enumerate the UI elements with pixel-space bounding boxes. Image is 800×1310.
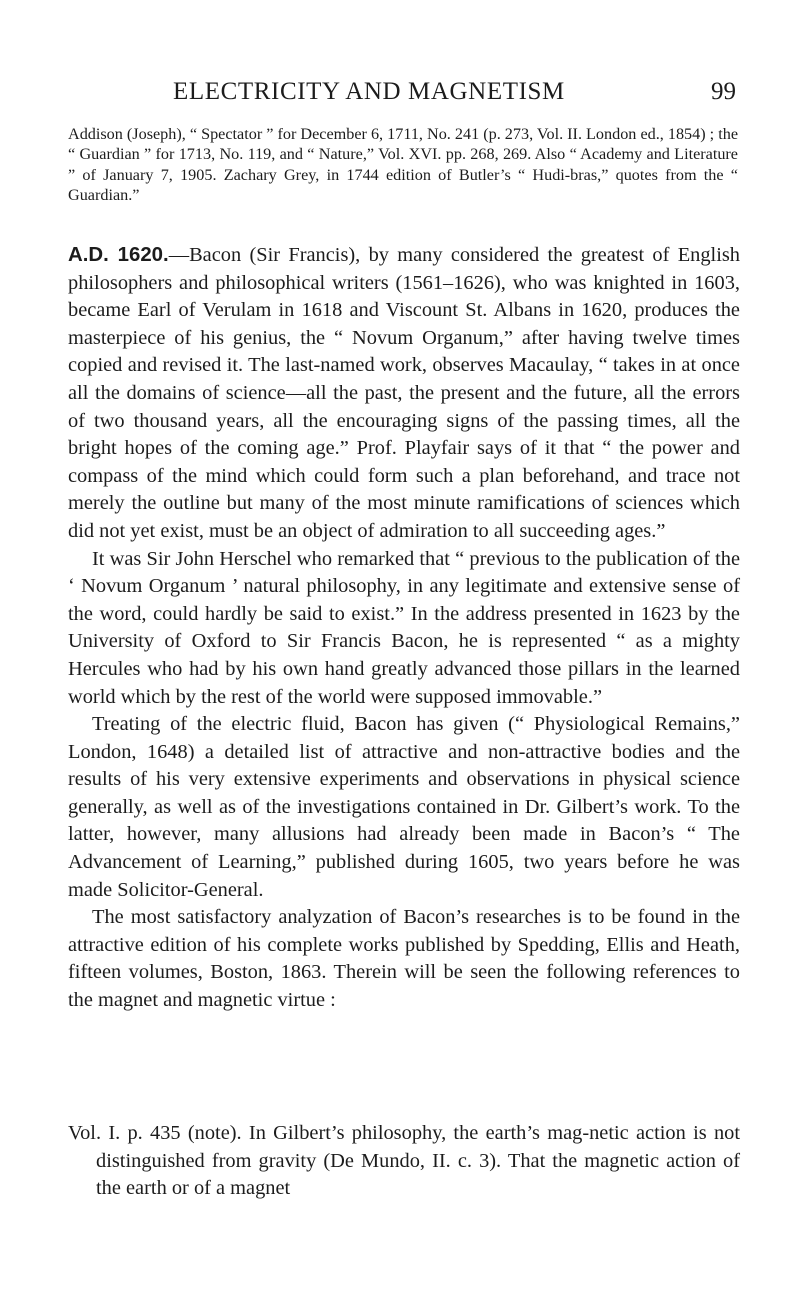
entry-paragraph-1-text: —Bacon (Sir Francis), by many considered the greatest of English philosophers and philosophical writers (1561–1626), who was knighted in 1603, became Earl of Verulam in 1618 and Viscount St. Albans in 1620, produces the masterpiece of his genius, the “ Novum Organum,” after having twelve times copied and revised it. The last-named work, observes Macaulay, “ takes in at once all the domains of science—all the past, the present and the future, all the errors of two thousand years, all the encouraging signs of the passing times, all the bright hopes of the coming age.” Prof. Playfair says of it that “ the power and compass of the mind which could form such a plan beforehand, and trace not merely the outline but many of the most minute ramifications of sciences which did not yet exist, must be an object of admiration to all succeeding ages.” xyxy=(68,244,740,542)
page-number: 99 xyxy=(711,78,736,105)
entry-paragraph-4: The most satisfactory analyzation of Bacon’s researches is to be found in the attractive edition of his complete works published by Spedding, Ellis and Heath, fifteen volumes, Boston, 1863. Therein will be seen the following references to the magnet and magnetic virtue : xyxy=(68,906,740,1012)
entry-paragraph-3: Treating of the electric fluid, Bacon has given (“ Physiological Remains,” London, 1648) a detailed list of attractive and non-attractive bodies and the results of his very extensive experiments and observations in physical science generally, as well as of the investigations contained in Dr. Gilbert’s work. To the latter, however, many allusions had already been made in Bacon’s “ The Advancement of Learning,” published during 1605, two years before he was made Solicitor-General. xyxy=(68,713,740,901)
entry-paragraph-1 xyxy=(68,242,740,546)
running-header xyxy=(0,78,800,118)
running-title: ELECTRICITY AND MAGNETISM xyxy=(173,78,565,105)
volume-reference: Vol. I. p. 435 (note). In Gilbert’s philosophy, the earth’s mag-netic action is not distinguished from gravity (De Mundo, II. c. 3). That the magnetic action of the earth or of a magnet xyxy=(68,1122,740,1200)
footnote-text: Addison (Joseph), “ Spectator ” for December 6, 1711, No. 241 (p. 273, Vol. II. London ed., 1854) ; the “ Guardian ” for 1713, No. 119, and “ Nature,” Vol. XVI. pp. 268, 269. Also “ Academy and Literature ” of January 7, 1905. Zachary Grey, in 1744 edition of Butler’s “ Hudi-bras,” quotes from the “ Guardian.” xyxy=(68,125,739,205)
entry-date: A.D. 1620. xyxy=(68,244,169,266)
main-text xyxy=(68,242,740,1015)
entry-paragraph-2: It was Sir John Herschel who remarked that “ previous to the publication of the ‘ Novum Organum ’ natural philosophy, in any legitimate and extensive sense of the word, could hardly be said to exist.” In the address presented in 1623 by the University of Oxford to Sir Francis Bacon, he is represented “ as a mighty Hercules who had by his own hand greatly advanced those pillars in the learned world which by the rest of the world were supposed immovable.” xyxy=(68,547,740,708)
